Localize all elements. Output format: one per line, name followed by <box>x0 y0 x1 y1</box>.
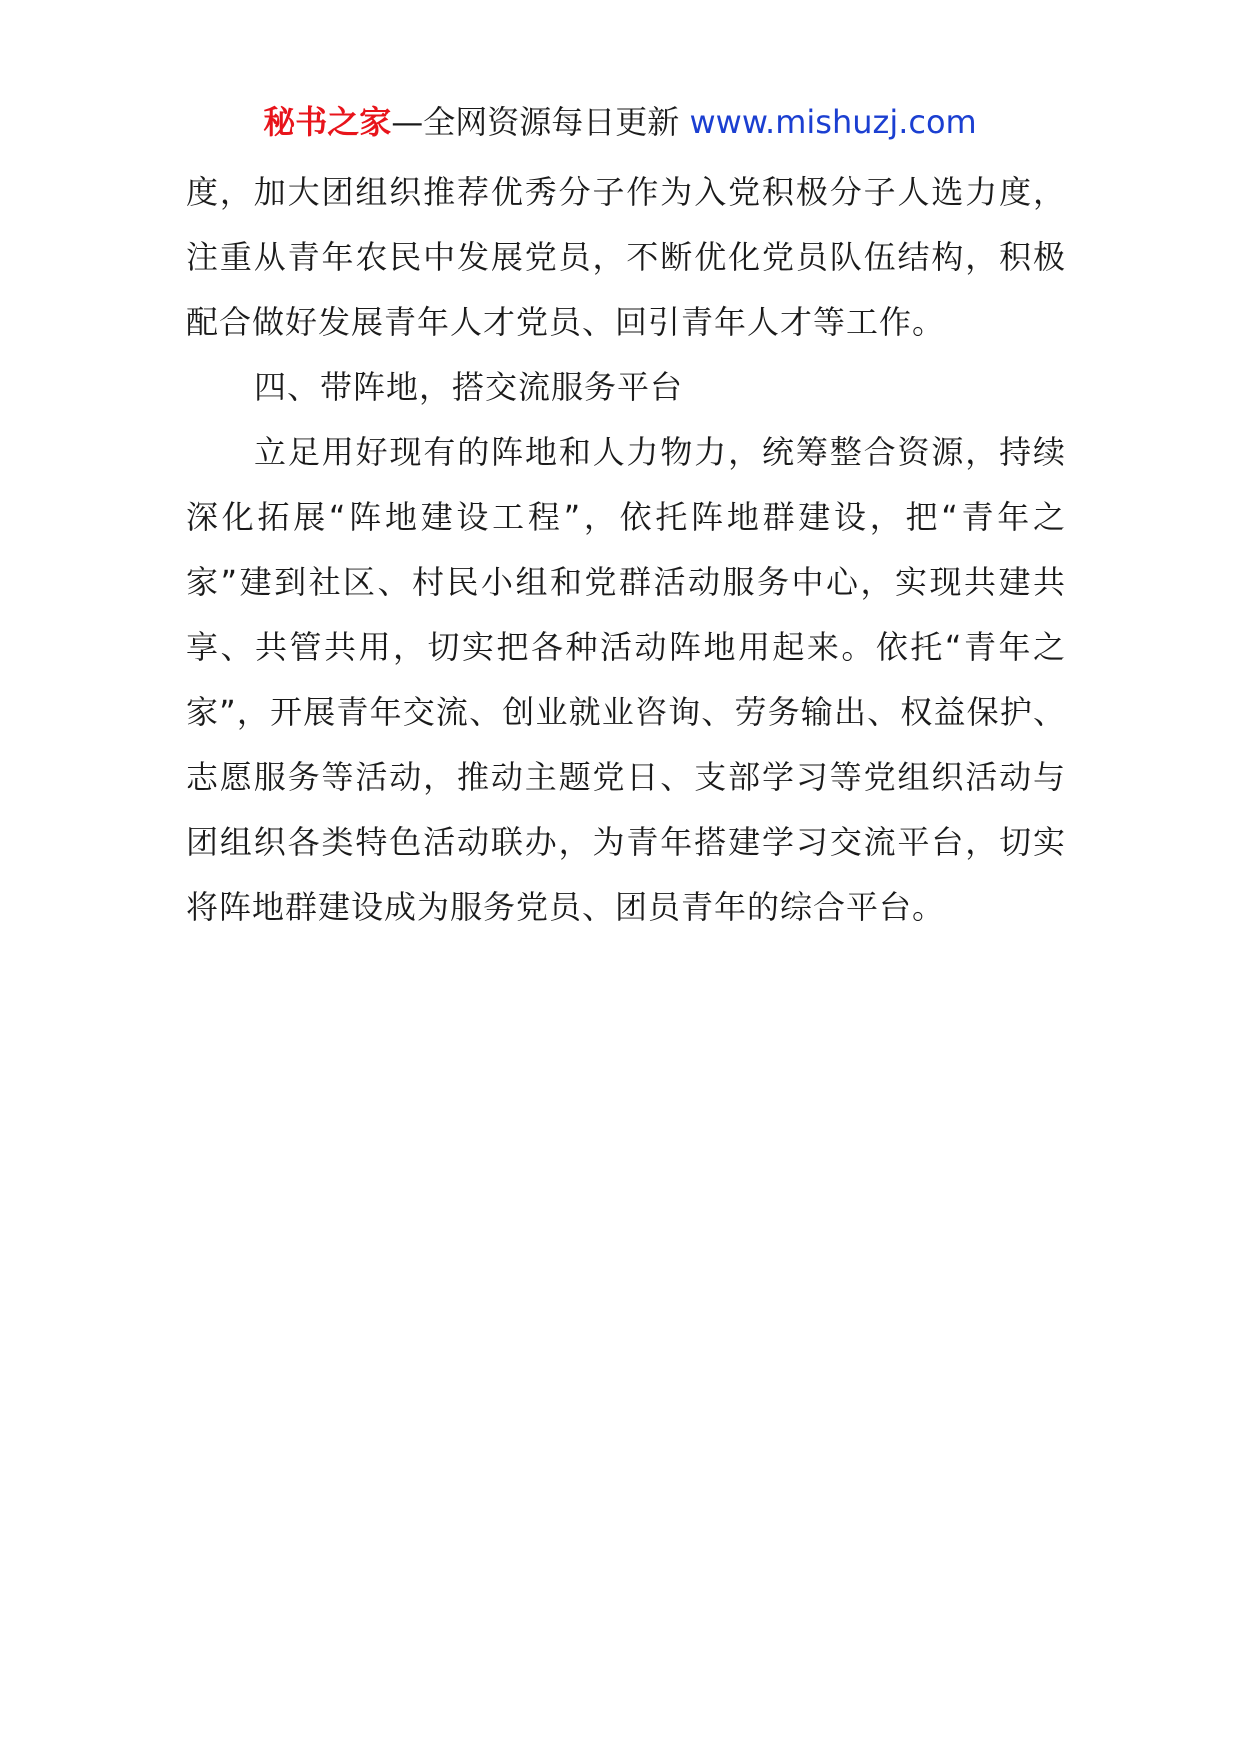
section-heading: 四、带阵地，搭交流服务平台 <box>254 368 684 406</box>
header-tagline: —全网资源每日更新 <box>391 103 690 141</box>
paragraph-continued: 度，加大团组织推荐优秀分子作为入党积极分子人选力度，注重从青年农民中发展党员，不断优化党员队伍结构，积极配合做好发展青年人才党员、回引青年人才等工作。 <box>186 173 1066 341</box>
document-body <box>186 160 1066 940</box>
site-url-link[interactable]: www.mishuzj.com <box>689 103 977 141</box>
page-header <box>0 100 1240 144</box>
paragraph-main: 立足用好现有的阵地和人力物力，统筹整合资源，持续深化拓展“阵地建设工程”，依托阵地群建设，把“青年之家”建到社区、村民小组和党群活动服务中心，实现共建共享、共管共用，切实把各种活动阵地用起来。依托“青年之家”，开展青年交流、创业就业咨询、劳务输出、权益保护、志愿服务等活动，推动主题党日、支部学习等党组织活动与团组织各类特色活动联办，为青年搭建学习交流平台，切实将阵地群建设成为服务党员、团员青年的综合平台。 <box>186 433 1066 926</box>
brand-name: 秘书之家 <box>263 103 392 141</box>
